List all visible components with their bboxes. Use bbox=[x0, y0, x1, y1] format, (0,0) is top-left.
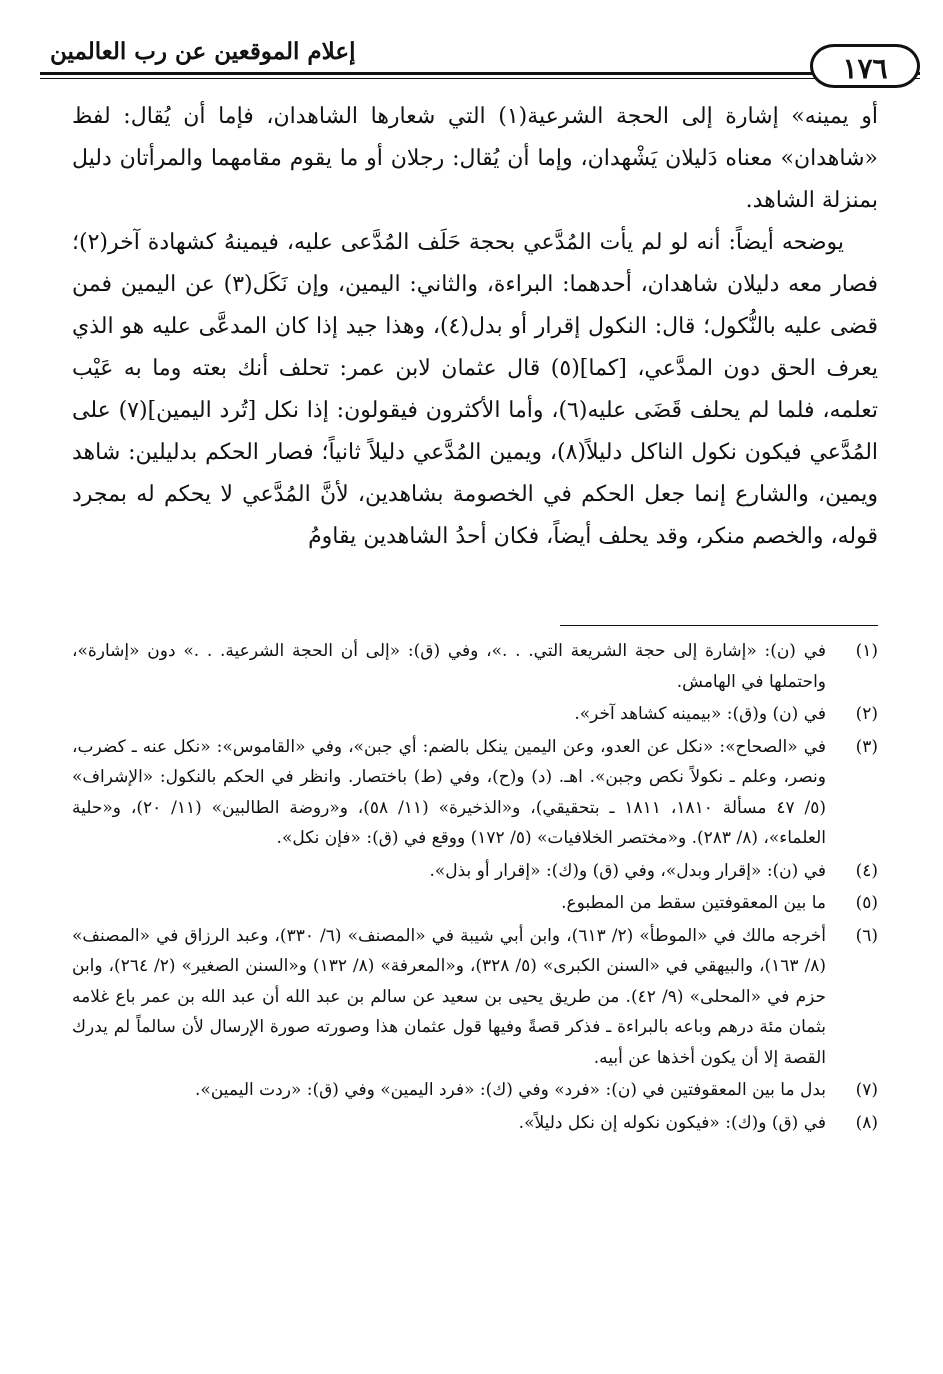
footnote-text: بدل ما بين المعقوفتين في (ن): «فرد» وفي (ك): «فرد اليمين» وفي (ق): «ردت اليمين». bbox=[195, 1080, 826, 1100]
footnotes bbox=[72, 636, 878, 1140]
main-text bbox=[72, 96, 878, 558]
footnote bbox=[72, 1108, 878, 1139]
footnote bbox=[72, 699, 878, 730]
footnote-divider bbox=[560, 625, 878, 626]
footnote-number: (٣) bbox=[855, 736, 878, 757]
header-rule-thin bbox=[40, 78, 920, 79]
footnote bbox=[72, 1075, 878, 1106]
footnote-text: في «الصحاح»: «نكل عن العدو، وعن اليمين ينكل بالضم: أي جبن»، وفي «القاموس»: «نكل عنه ـ كضرب، ونصر، وعلم ـ نكولاً نكص وجبن». اهـ. (د) و(ح)، وفي (ط) باختصار. وانظر في الحكم بالنكول: «الإشراف» (٥/ ٤٧ مسألة ١٨١٠، ١٨١١ ـ بتحقيقي)، و«الذخيرة» (١١/ ٥٨)، و«روضة الطالبين» (١١/ ٢٠)، و«حلية العلماء»، (٨/ ٢٨٣). و«مختصر الخلافيات» (٥/ ١٧٢) ووقع في (ق): «فإن نكل». bbox=[72, 736, 826, 848]
header-rule bbox=[40, 72, 920, 75]
footnote bbox=[72, 921, 878, 1074]
footnote-number: (٨) bbox=[855, 1112, 878, 1133]
footnote bbox=[72, 888, 878, 919]
footnote-number: (٤) bbox=[855, 860, 878, 881]
footnote-number: (٢) bbox=[855, 704, 878, 724]
footnote-number: (١) bbox=[855, 641, 878, 661]
footnote-text: في (ن): «إشارة إلى حجة الشريعة التي. . .»، وفي (ق): «إلى أن الحجة الشرعية. . .» دون «إشارة»، واحتملها في الهامش. bbox=[72, 641, 826, 692]
page-number-badge: ١٧٦ bbox=[810, 44, 920, 88]
paragraph: يوضحه أيضاً: أنه لو لم يأت المُدَّعي بحجة حَلَف المُدَّعى عليه، فيمينهُ كشهادة آخر(٢)؛ فصار معه دليلان شاهدان، أحدهما: البراءة، والثاني: اليمين، وإن نَكَل(٣) عن اليمين فمن قضى عليه بالنُّكول؛ قال: النكول إقرار أو بدل(٤)، وهذا جيد إذا كان المدعَّى عليه هو الذي يعرف الحق دون المدَّعي، [كما](٥) قال عثمان لابن عمر: تحلف أنك بعته وما به عَيْب تعلمه، فلما لم يحلف قَضَى عليه(٦)، وأما الأكثرون فيقولون: إذا نكل [تُرد اليمين](٧) على المُدَّعي فيكون نكول الناكل دليلاً(٨)، ويمين المُدَّعي دليلاً ثانياً؛ فصار الحكم بدليلين: شاهد ويمين، والشارع إنما جعل الحكم في الخصومة بشاهدين، لأنَّ المُدَّعي لا يحكم له بمجرد قوله، والخصم منكر، وقد يحلف أيضاً، فكان أحدُ الشاهدين يقاومُ bbox=[72, 230, 879, 549]
footnote-text: في (ق) و(ك): «فيكون نكوله إن نكل دليلاً». bbox=[518, 1112, 826, 1133]
footnote bbox=[72, 856, 878, 887]
footnote-number: (٦) bbox=[855, 925, 878, 946]
footnote-number: (٧) bbox=[855, 1080, 878, 1100]
footnote bbox=[72, 636, 878, 697]
footnote-text: ما بين المعقوفتين سقط من المطبوع. bbox=[561, 893, 826, 913]
footnote-text: في (ن): «إقرار وبدل»، وفي (ق) و(ك): «إقرار أو بذل». bbox=[429, 860, 826, 881]
footnote bbox=[72, 732, 878, 854]
running-title: إعلام الموقعين عن رب العالمين bbox=[44, 38, 361, 65]
paragraph: أو يمينه» إشارة إلى الحجة الشرعية(١) التي شعارها الشاهدان، فإما أن يُقال: لفظ «شاهدان» معناه دَليلان يَشْهدان، وإما أن يُقال: رجلان أو ما يقوم مقامهما والمرأتان دليل بمنزلة الشاهد. bbox=[72, 104, 878, 213]
page-header bbox=[40, 36, 920, 96]
footnote-number: (٥) bbox=[855, 893, 878, 913]
footnote-text: أخرجه مالك في «الموطأ» (٢/ ٦١٣)، وابن أبي شيبة في «المصنف» (٦/ ٣٣٠)، وعبد الرزاق في «المصنف» (٨/ ١٦٣)، والبيهقي في «السنن الكبرى» (٥/ ٣٢٨)، و«المعرفة» (٨/ ١٣٢) و«السنن الصغير» (٢/ ٢٦٤)، وابن حزم في «المحلى» (٩/ ٤٢). من طريق يحيى بن سعيد عن سالم بن عبد الله أن عبد الله بن عمر باع غلامه بثمان مئة درهم وباعه بالبراءة ـ فذكر قصةً وفيها قول عثمان هذا وصورته صورة الإرسال لأن سالماً لم يدرك القصة إلا أن يكون أخذها عن أبيه. bbox=[72, 925, 826, 1068]
footnote-text: في (ن) و(ق): «بيمينه كشاهد آخر». bbox=[574, 704, 826, 724]
